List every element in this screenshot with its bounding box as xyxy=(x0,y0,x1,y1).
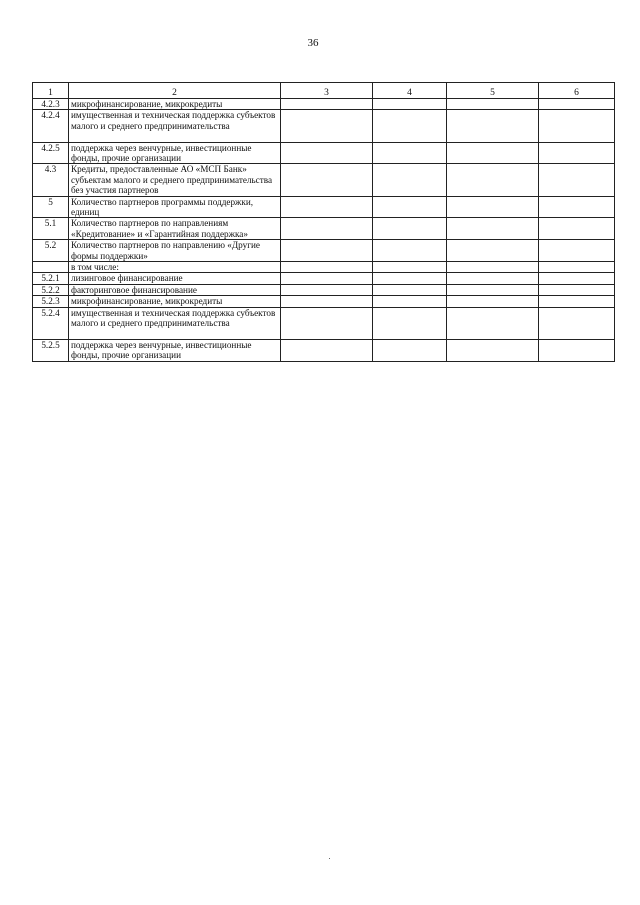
value-cell-col-5 xyxy=(447,164,539,196)
value-cell-col-6 xyxy=(539,307,615,339)
value-cell-col-6 xyxy=(539,284,615,295)
value-cell-col-5 xyxy=(447,240,539,262)
table-row xyxy=(33,164,615,196)
table-row xyxy=(33,296,615,307)
data-table xyxy=(32,82,615,362)
value-cell-col-3 xyxy=(281,296,373,307)
value-cell-col-3 xyxy=(281,99,373,110)
table-row xyxy=(33,240,615,262)
value-cell-col-4 xyxy=(373,218,447,240)
value-cell-col-4 xyxy=(373,262,447,273)
value-cell-col-6 xyxy=(539,164,615,196)
value-cell-col-4 xyxy=(373,99,447,110)
table-row xyxy=(33,196,615,218)
row-name-cell: поддержка через венчурные, инвестиционные фонды, прочие организации xyxy=(69,142,281,164)
row-name-cell: имущественная и техническая поддержка субъектов малого и среднего предпринимательства xyxy=(69,110,281,142)
value-cell-col-5 xyxy=(447,262,539,273)
row-name-cell: Количество партнеров по направлению «Другие формы поддержки» xyxy=(69,240,281,262)
row-name-cell: в том числе: xyxy=(69,262,281,273)
value-cell-col-5 xyxy=(447,99,539,110)
scan-speck xyxy=(329,858,330,859)
row-name-cell: Количество партнеров программы поддержки, единиц xyxy=(69,196,281,218)
value-cell-col-6 xyxy=(539,110,615,142)
header-cell-6: 6 xyxy=(539,83,615,99)
table-row xyxy=(33,262,615,273)
value-cell-col-3 xyxy=(281,339,373,361)
value-cell-col-4 xyxy=(373,339,447,361)
table-row xyxy=(33,142,615,164)
row-number-cell: 4.2.3 xyxy=(33,99,69,110)
value-cell-col-5 xyxy=(447,284,539,295)
value-cell-col-6 xyxy=(539,262,615,273)
row-name-cell: микрофинансирование, микрокредиты xyxy=(69,99,281,110)
value-cell-col-4 xyxy=(373,110,447,142)
header-cell-2: 2 xyxy=(69,83,281,99)
value-cell-col-3 xyxy=(281,240,373,262)
value-cell-col-4 xyxy=(373,240,447,262)
value-cell-col-3 xyxy=(281,110,373,142)
value-cell-col-5 xyxy=(447,218,539,240)
header-cell-3: 3 xyxy=(281,83,373,99)
value-cell-col-6 xyxy=(539,196,615,218)
header-cell-4: 4 xyxy=(373,83,447,99)
row-number-cell: 4.2.5 xyxy=(33,142,69,164)
value-cell-col-5 xyxy=(447,273,539,284)
value-cell-col-6 xyxy=(539,240,615,262)
table-row xyxy=(33,218,615,240)
header-cell-1: 1 xyxy=(33,83,69,99)
value-cell-col-3 xyxy=(281,284,373,295)
row-number-cell: 5.1 xyxy=(33,218,69,240)
table-body xyxy=(33,83,615,362)
value-cell-col-3 xyxy=(281,142,373,164)
value-cell-col-6 xyxy=(539,296,615,307)
value-cell-col-5 xyxy=(447,142,539,164)
value-cell-col-6 xyxy=(539,218,615,240)
value-cell-col-5 xyxy=(447,296,539,307)
value-cell-col-6 xyxy=(539,273,615,284)
row-name-cell: микрофинансирование, микрокредиты xyxy=(69,296,281,307)
row-name-cell: поддержка через венчурные, инвестиционные фонды, прочие организации xyxy=(69,339,281,361)
table-row xyxy=(33,273,615,284)
value-cell-col-3 xyxy=(281,196,373,218)
value-cell-col-5 xyxy=(447,307,539,339)
value-cell-col-6 xyxy=(539,339,615,361)
value-cell-col-3 xyxy=(281,273,373,284)
value-cell-col-6 xyxy=(539,99,615,110)
value-cell-col-5 xyxy=(447,196,539,218)
row-number-cell: 5.2.4 xyxy=(33,307,69,339)
table-row xyxy=(33,307,615,339)
table-header-row xyxy=(33,83,615,99)
value-cell-col-3 xyxy=(281,218,373,240)
row-number-cell: 4.3 xyxy=(33,164,69,196)
row-number-cell: 4.2.4 xyxy=(33,110,69,142)
table-row xyxy=(33,284,615,295)
row-number-cell xyxy=(33,262,69,273)
header-cell-5: 5 xyxy=(447,83,539,99)
value-cell-col-5 xyxy=(447,110,539,142)
row-number-cell: 5.2.5 xyxy=(33,339,69,361)
value-cell-col-4 xyxy=(373,142,447,164)
value-cell-col-6 xyxy=(539,142,615,164)
row-name-cell: Количество партнеров по направлениям «Кредитование» и «Гарантийная поддержка» xyxy=(69,218,281,240)
table-row xyxy=(33,110,615,142)
value-cell-col-3 xyxy=(281,164,373,196)
row-number-cell: 5.2.2 xyxy=(33,284,69,295)
value-cell-col-4 xyxy=(373,296,447,307)
value-cell-col-4 xyxy=(373,164,447,196)
value-cell-col-3 xyxy=(281,307,373,339)
row-name-cell: лизинговое финансирование xyxy=(69,273,281,284)
table-row xyxy=(33,339,615,361)
row-number-cell: 5.2 xyxy=(33,240,69,262)
value-cell-col-4 xyxy=(373,284,447,295)
value-cell-col-4 xyxy=(373,273,447,284)
row-number-cell: 5.2.1 xyxy=(33,273,69,284)
value-cell-col-3 xyxy=(281,262,373,273)
row-name-cell: факторинговое финансирование xyxy=(69,284,281,295)
page-number: 36 xyxy=(307,37,319,49)
row-number-cell: 5 xyxy=(33,196,69,218)
row-number-cell: 5.2.3 xyxy=(33,296,69,307)
row-name-cell: имущественная и техническая поддержка субъектов малого и среднего предпринимательства xyxy=(69,307,281,339)
table-row xyxy=(33,99,615,110)
value-cell-col-5 xyxy=(447,339,539,361)
row-name-cell: Кредиты, предоставленные АО «МСП Банк» субъектам малого и среднего предпринимательства без участия партнеров xyxy=(69,164,281,196)
value-cell-col-4 xyxy=(373,307,447,339)
value-cell-col-4 xyxy=(373,196,447,218)
